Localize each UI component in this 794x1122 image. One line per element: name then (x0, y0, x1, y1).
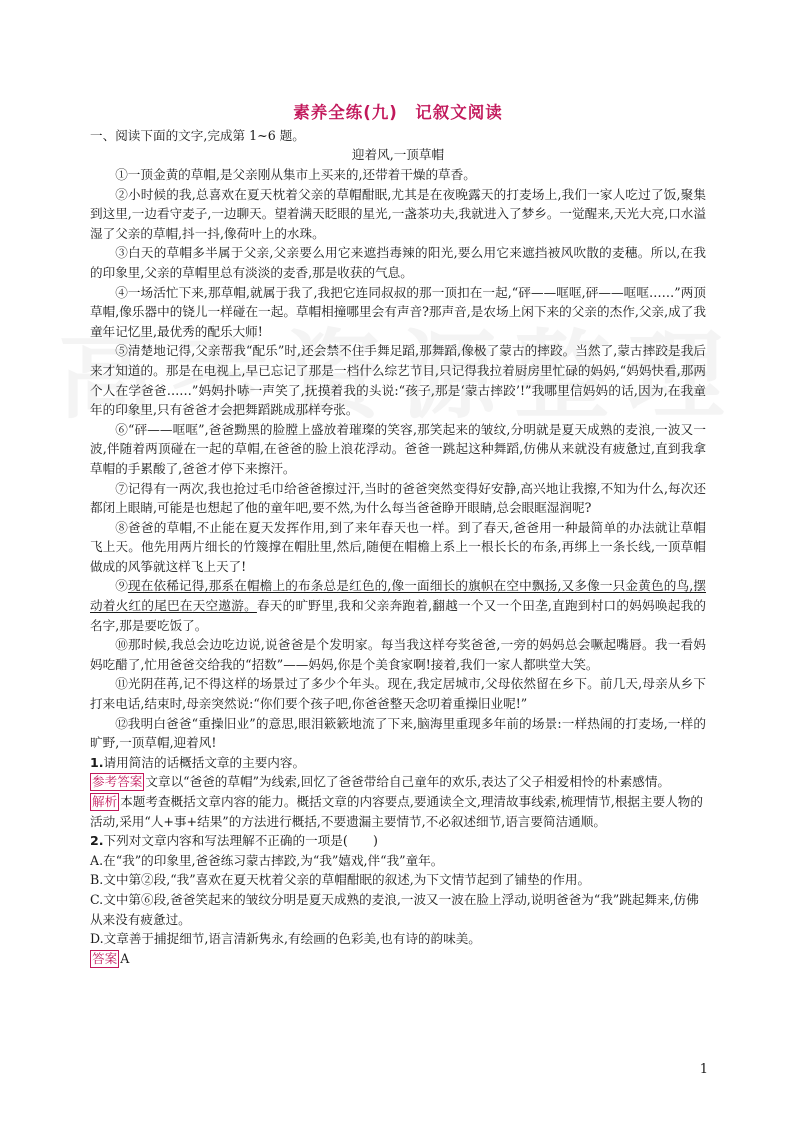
paragraph-12: ⑫我明白爸爸“重操旧业”的意思,眼泪簌簌地流了下来,脑海里重现多年前的场景:一样热闹的打麦场,一样的旷野,一顶草帽,迎着风! (90, 715, 706, 751)
section-intro: 一、阅读下面的文字,完成第 1~6 题。 (90, 128, 305, 143)
story-title: 迎着风,一顶草帽 (351, 147, 445, 162)
option-d: D.文章善于捕捉细节,语言清新隽永,有绘画的色彩美,也有诗的韵味美。 (90, 931, 481, 947)
explanation-text: 本题考查概括文章内容的能力。概括文章的内容要点,要通读全文,理清故事线索,梳理情节,根据主要人物的活动,采用“人+事+结果”的方法进行概括,不要遗漏主要情节,不必叙述细节,语言要简洁通顺。 (90, 794, 703, 829)
question-2-stem: 下列对文章内容和写法理解不正确的一项是( ) (103, 833, 378, 849)
page-title: 素养全练(九) 记叙文阅读 (293, 103, 503, 122)
explanation-label: 解析 (92, 794, 118, 809)
answer-text: A (120, 950, 130, 966)
paragraph-9 (90, 576, 706, 635)
paragraph-11: ⑪光阴荏苒,记不得这样的场景过了多少个年头。现在,我定居城市,父母依然留在乡下。前几天,母亲从乡下打来电话,结束时,母亲突然说:“你们要个孩子吧,你爸爸整天念叨着重操旧业呢!” (90, 676, 706, 712)
paragraph-2: ②小时候的我,总喜欢在夏天枕着父亲的草帽酣眠,尤其是在夜晚露天的打麦场上,我们一家人吃过了饭,聚集到这里,一边看守麦子,一边聊天。望着满天眨眼的星光,一盏茶功夫,我就进入了梦乡。一觉醒来,天光大亮,口水溢湿了父亲的草帽,抖一抖,像荷叶上的水珠。 (90, 186, 706, 241)
option-c: C.文中第⑥段,爸爸笑起来的皱纹分明是夏天成熟的麦浪,一波又一波在脸上浮动,说明爸爸为“我”跳起舞来,仿佛从来没有疲惫过。 (90, 891, 699, 927)
answer-label: 答案 (92, 950, 118, 966)
paragraph-4: ④一场活忙下来,那草帽,就属于我了,我把它连同叔叔的那一顶扣在一起,“砰——哐哐,砰——哐哐……”两顶草帽,像乐器中的铙儿一样碰在一起。草帽相撞哪里会有声音?那声音,是农场上闲下来的父亲的杰作,父亲,成了我童年记忆里,最优秀的配乐大师! (90, 284, 706, 339)
paragraph-5: ⑤清楚地记得,父亲帮我“配乐”时,还会禁不住手舞足蹈,那舞蹈,像极了蒙古的摔跤。当然了,蒙古摔跤是我后来才知道的。那是在电视上,早已忘记了那是一档什么综艺节目,只记得我拉着厨房里忙碌的妈妈,“妈妈快看,那两个人在学爸爸……”妈妈扑哧一声笑了,抚摸着我的头说:“孩子,那是‘蒙古摔跤’!”我哪里信妈妈的话,因为,在我童年的印象里,只有爸爸才会把舞蹈跳成那样夸张。 (90, 343, 706, 418)
question-2-number: 2. (90, 833, 104, 849)
page-content (90, 100, 706, 968)
paragraph-1: ①一顶金黄的草帽,是父亲刚从集市上买来的,还带着干燥的草香。 (115, 167, 476, 182)
paragraph-9-number: ⑨ (115, 578, 128, 594)
paragraph-3: ③白天的草帽多半属于父亲,父亲要么用它来遮挡毒辣的阳光,要么用它来遮挡被风吹散的麦穗。所以,在我的印象里,父亲的草帽里总有淡淡的麦香,那是收获的气息。 (90, 245, 706, 280)
question-1-stem: 请用简洁的话概括文章的主要内容。 (103, 754, 306, 770)
question-1-explanation (90, 792, 706, 831)
option-b: B.文中第②段,“我”喜欢在夏天枕着父亲的草帽酣眠的叙述,为下文情节起到了铺垫的作用。 (90, 872, 591, 888)
reference-answer-text: 文章以“爸爸的草帽”为线索,回忆了爸爸带给自己童年的欢乐,表达了父子相爱相怜的朴素感情。 (145, 774, 671, 790)
underlined-sentence: 现在依稀记得,那系在帽檐上的布条总是红色的,像一面细长的旗帜在空中飘扬,又多像一只金黄色的鸟,摆动着火红的尾巴在天空遨游。 (90, 578, 707, 614)
paragraph-9-rest: 春天的旷野里,我和父亲奔跑着,翻越一个又一个田垄,直跑到村口的妈妈唤起我的名字,那是要吃饭了。 (90, 598, 707, 633)
option-a: A.在“我”的印象里,爸爸练习蒙古摔跤,为“我”嬉戏,伴“我”童年。 (90, 852, 444, 868)
question-1-number: 1. (90, 754, 104, 770)
question-1 (90, 753, 706, 773)
question-1-reference-answer (90, 772, 706, 792)
paragraph-6: ⑥“砰——哐哐”,爸爸黝黑的脸膛上盛放着璀璨的笑容,那笑起来的皱纹,分明就是夏天成熟的麦浪,一波又一波,伴随着两顶碰在一起的草帽,在爸爸的脸上浪花浮动。爸爸一跳起这种舞蹈,仿佛从来就没有疲惫过,直到我拿草帽的手累酸了,爸爸才停下来擦汗。 (90, 421, 706, 476)
page-number: 1 (699, 1062, 708, 1077)
question-2 (90, 831, 706, 851)
question-2-answer (90, 949, 706, 969)
reference-answer-label: 参考答案 (92, 774, 143, 790)
paragraph-7: ⑦记得有一两次,我也抢过毛巾给爸爸擦过汗,当时的爸爸突然变得好安静,高兴地让我擦,不知为什么,每次还都闭上眼睛,可能是也想起了他的童年吧,要不然,为什么每当爸爸睁开眼睛,总会眼眶湿润呢? (90, 480, 706, 516)
paragraph-8: ⑧爸爸的草帽,不止能在夏天发挥作用,到了来年春天也一样。到了春天,爸爸用一种最简单的办法就让草帽飞上天。他先用两片细长的竹篾撑在帽肚里,然后,随便在帽檐上系上一根长长的布条,再绑上一条长线,一顶草帽做成的风筝就这样飞上天了! (90, 519, 706, 574)
paragraph-10: ⑩那时候,我总会边吃边说,说爸爸是个发明家。每当我这样夸奖爸爸,一旁的妈妈总会噘起嘴唇。我一看妈妈吃醋了,忙用爸爸交给我的“招数”——妈妈,你是个美食家啊!接着,我们一家人都哄堂大笑。 (90, 637, 706, 672)
